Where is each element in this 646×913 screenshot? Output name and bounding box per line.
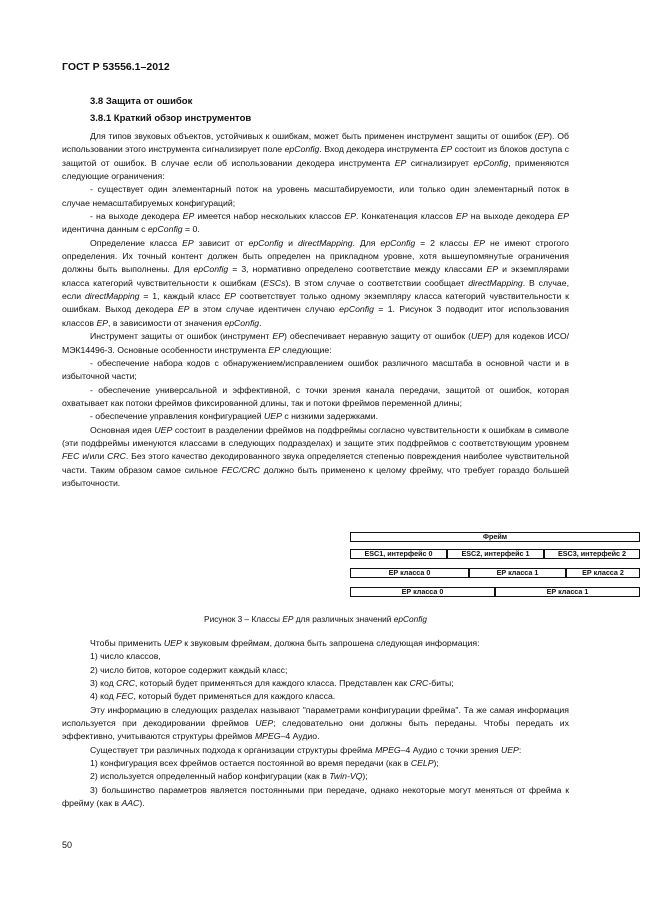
list-item: - обеспечение набора кодов с обнаружением/исправлением ошибок различного масштаба в основной части и в избыточной части; (62, 357, 569, 382)
list-item: 3) большинство параметров является постоянными при передаче, однако некоторые могут меняться от фрейма к фрейму (как в AAC). (62, 784, 569, 809)
figure-box: EP класса 1 (495, 587, 640, 597)
text-block-bottom (62, 637, 569, 810)
paragraph-ep-intro: Для типов звуковых объектов, устойчивых к ошибкам, может быть применен инструмент защиты от ошибок (EP). Об использовании этого инструмента сигнализирует поле epConfig. Вход декодера инструмента EP состоит из блоков доступа с защитой от ошибок. В случае если об использовании декодера инструмента EP сигнализирует epConfig, применяются следующие ограничения: (62, 131, 570, 182)
list-item: - на выходе декодера EP имеется набор нескольких классов EP. Конкатенация классов EP на выходе декодера EP идентична данным с epConfig = 0. (62, 211, 569, 235)
figure-box: Фрейм (350, 532, 640, 542)
figure-box: ESC3, интерфейс 2 (544, 549, 640, 559)
figure-box: ESC2, интерфейс 1 (447, 549, 544, 559)
figure-box: EP класса 0 (350, 568, 469, 578)
text-block-top (62, 130, 569, 490)
list-item: 1) число классов, (90, 651, 161, 662)
page-number: 50 (62, 840, 73, 850)
subsection-heading: 3.8.1 Краткий обзор инструментов (90, 113, 252, 124)
figure-box: ESC1, интерфейс 0 (350, 549, 447, 559)
page-header: ГОСТ Р 53556.1–2012 (62, 61, 170, 73)
list-item: 1) конфигурация всех фреймов остается постоянной во время передачи (как в CELP); (90, 758, 439, 769)
paragraph-ep-tool-features: Инструмент защиты от ошибок (инструмент EP) обеспечивает неравную защиту от ошибок (UEP) для кодеков ИСО/МЭК14496-3. Основные особенности инструмента EP следующие: (62, 331, 569, 355)
list-item: 2) используется определенный набор конфигурации (как в Twin-VQ); (90, 771, 368, 782)
list-item: - обеспечение универсальной и эффективной, с точки зрения канала передачи, защитой от ошибок, которая охватывает как потоки фреймов фиксированной длины, так и потоки фреймов переменной длины; (62, 384, 569, 408)
figure-caption: Рисунок 3 – Классы EP для различных значений epConfig (204, 614, 427, 624)
paragraph-uep-info: Чтобы применить UEP к звуковым фреймам, должна быть запрошена следующая информация: (90, 638, 480, 648)
paragraph-ep-class-definition: Определение класса EP зависит от epConfig и directMapping. Для epConfig = 2 классы EP не имеют строгого определения. Их точный контент должен быть определен на прикладном уровне, хотя вышеупомянутые ограничения должны быть выполнены. Для epConfig = 3, нормативно определено соответствие между классами EP и экземплярами класса категорий чувствительности к ошибкам (ESCs). В этом случае о соответствии сообщает directMapping. В случае, если directMapping = 1, каждый класс EP соответствует только одному экземпляру класса категорий чувствительности к ошибкам. Выход декодера EP в этом случае идентичен случаю epConfig = 1. Рисунок 3 подводит итог использования классов EP, в зависимости от значения epConfig. (62, 237, 570, 328)
list-item: 3) код CRC, который будет применяться для каждого класса. Представлен как CRC-биты; (90, 678, 454, 689)
paragraph-uep-idea: Основная идея UEP состоит в разделении фреймов на подфреймы согласно чувствительности к ошибкам в символе (эти подфреймы именуются классами в следующих подразделах) и защите этих подфреймов с соответствующим уровнем FEC и/или CRC. Без этого качество декодированного звука определяется степенью повреждения наиболее чувствительной части. Таким образом самое сильное FEC/CRC должно быть применено к целому фрейму, что требует гораздо большей избыточности. (62, 424, 570, 488)
figure-box: EP класса 2 (566, 568, 640, 578)
paragraph-approaches: Существует три различных подхода к организации структуры фрейма MPEG–4 Аудио с точки зрения UEP: (90, 744, 522, 755)
figure-box: EP класса 1 (469, 568, 566, 578)
section-heading: 3.8 Защита от ошибок (90, 96, 193, 107)
list-item: 4) код FEC, который будет применяться для каждого класса. (90, 691, 336, 702)
figure-box: EP класса 0 (350, 587, 495, 597)
paragraph-frame-config: Эту информацию в следующих разделах называют "параметрами конфигурации фрейма". Та же самая информация используется при декодировании фреймов UEP; следовательно они должны быть переданы. Чтобы передать их эффективно, учитываются структуры фреймов MPEG–4 Аудио. (62, 704, 569, 742)
figure-ep-classes (78, 532, 627, 604)
list-item: - обеспечение управления конфигурацией UEP с низкими задержками. (90, 411, 379, 422)
list-item: 2) число битов, которое содержит каждый класс; (90, 664, 288, 675)
list-item: - существует один элементарный поток на уровень масштабируемости, или только один элементарный поток в случае немасштабируемых конфигураций; (62, 184, 569, 208)
